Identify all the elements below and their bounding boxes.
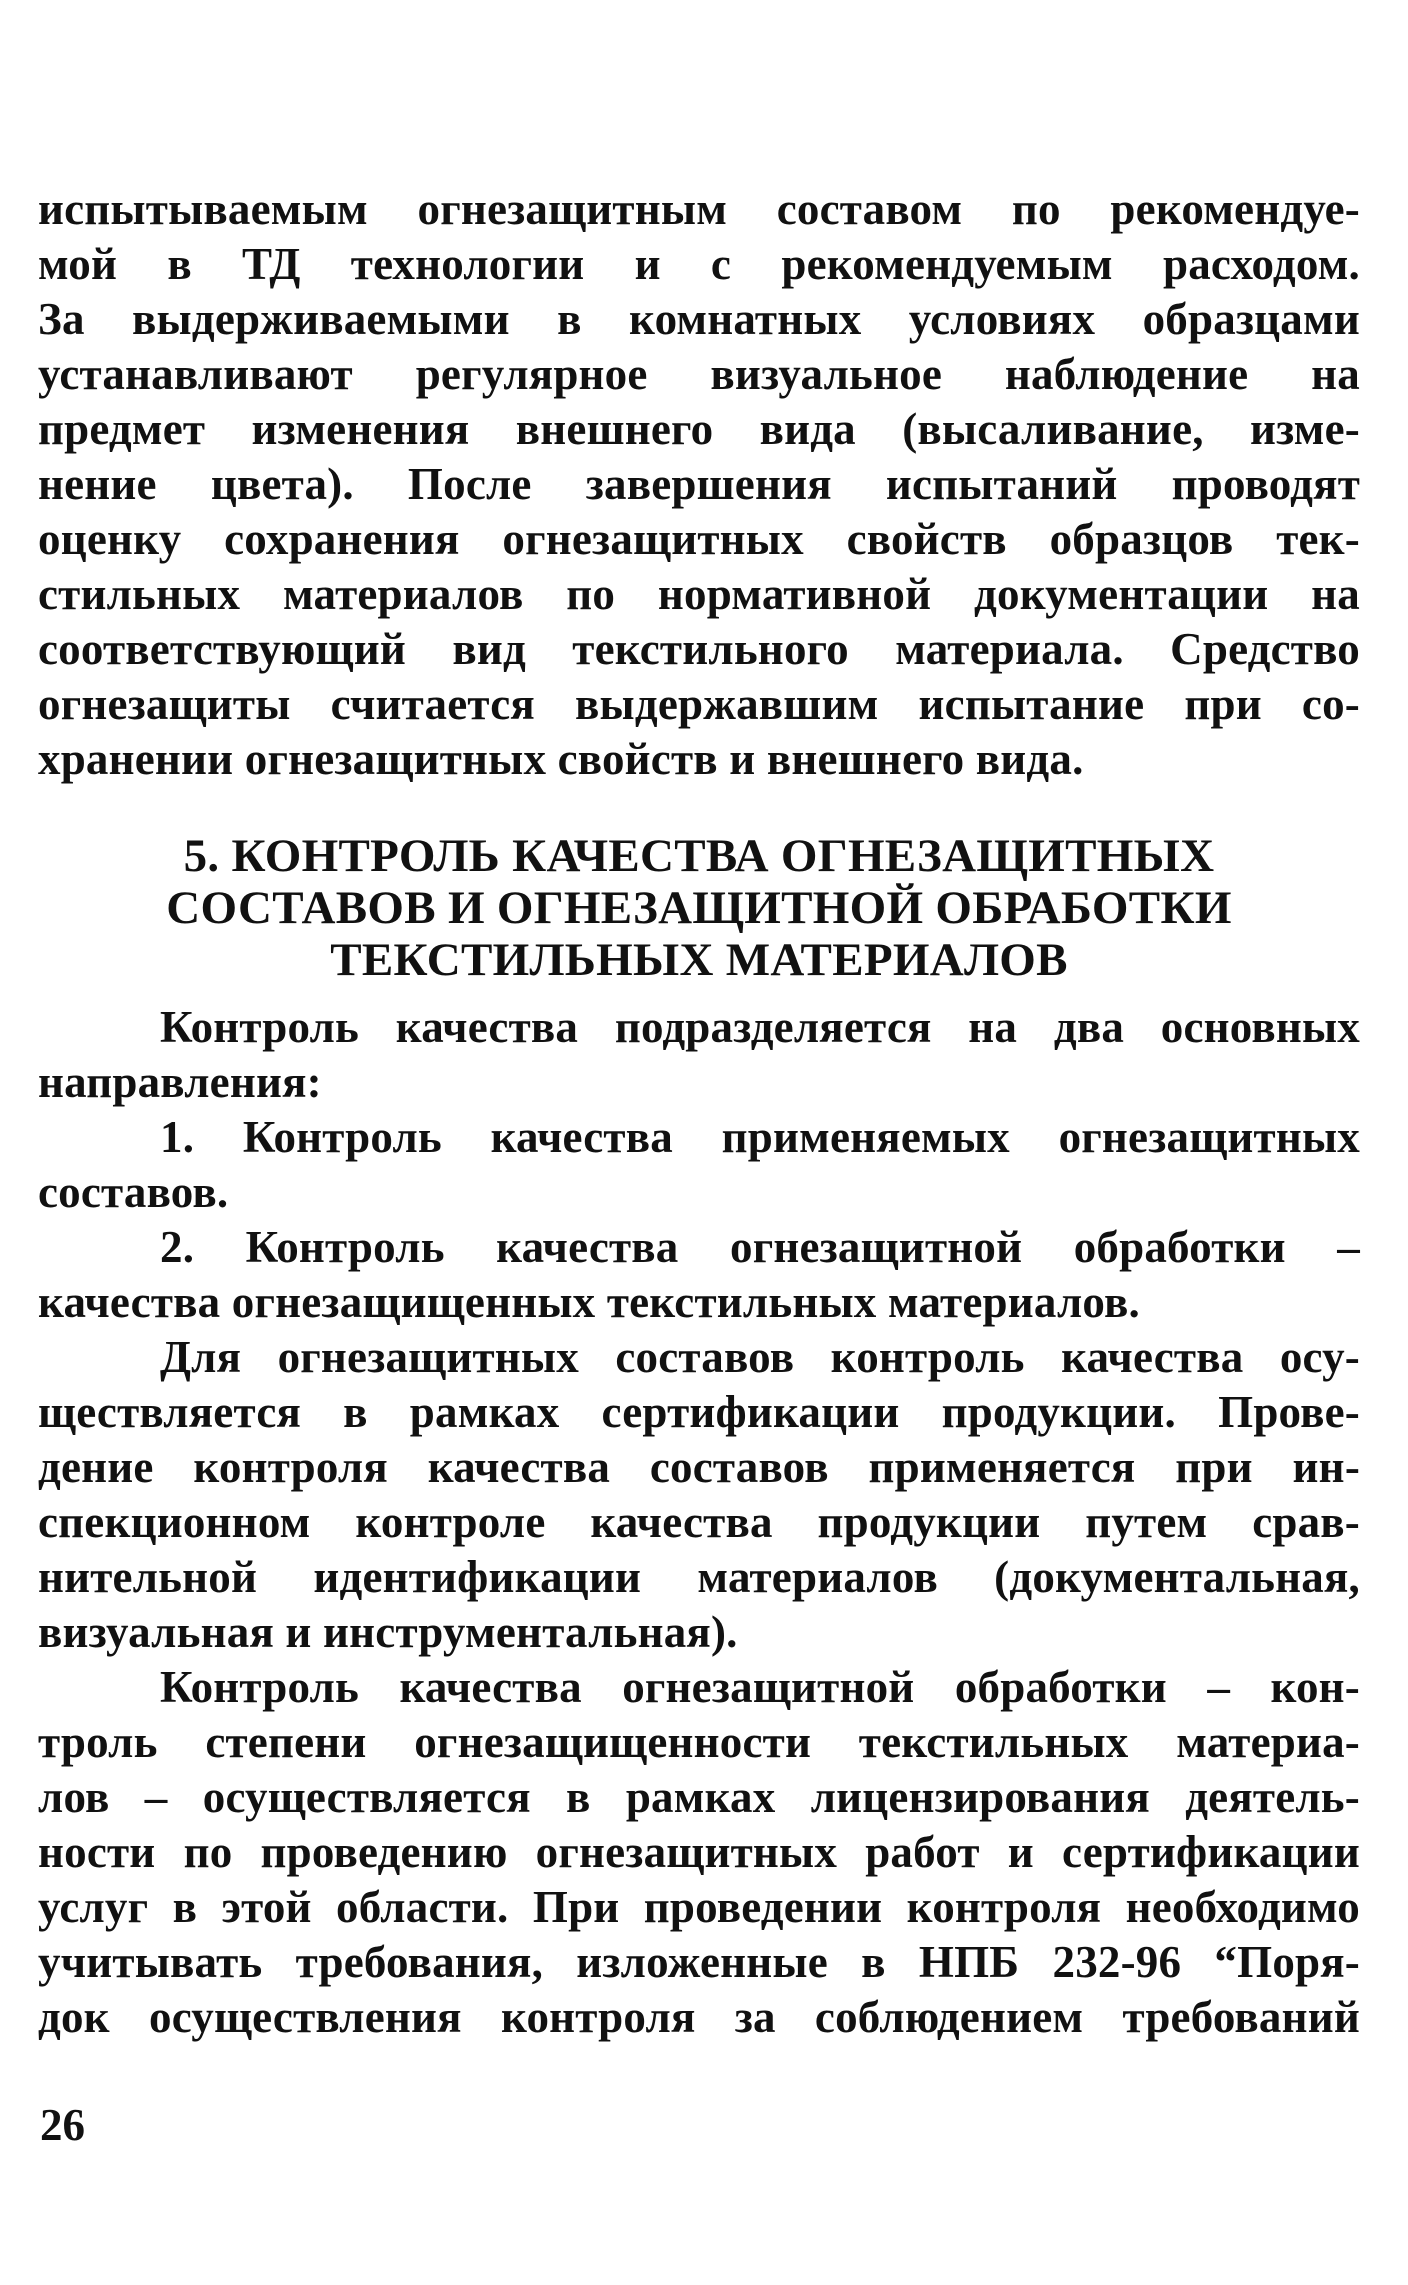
paragraph-4: [38, 1660, 1360, 2045]
text-line: мой в ТД технологии и с рекомендуемым расходом.: [38, 239, 1360, 289]
list-item-1: [38, 1110, 1360, 1220]
text-line: 2. Контроль качества огнезащитной обработки –: [160, 1222, 1360, 1272]
heading-line: 5. КОНТРОЛЬ КАЧЕСТВА ОГНЕЗАЩИТНЫХ: [183, 830, 1215, 882]
text-line: Контроль качества огнезащитной обработки – кон-: [160, 1662, 1360, 1712]
text-line: Для огнезащитных составов контроль качества осу-: [160, 1332, 1360, 1382]
text-line: Контроль качества подразделяется на два основных: [160, 1002, 1360, 1052]
text-line: оценку сохранения огнезащитных свойств образцов тек-: [38, 514, 1360, 564]
text-line: нительной идентификации материалов (документальная,: [38, 1552, 1360, 1602]
paragraph-1: [38, 182, 1360, 787]
text-line: качества огнезащищенных текстильных материалов.: [38, 1277, 1140, 1327]
text-line: испытываемым огнезащитным составом по рекомендуе-: [38, 184, 1360, 234]
text-line: спекционном контроле качества продукции путем срав-: [38, 1497, 1360, 1547]
list-item-2: [38, 1220, 1360, 1330]
text-line: троль степени огнезащищенности текстильных материа-: [38, 1717, 1360, 1767]
text-line: соответствующий вид текстильного материала. Средство: [38, 624, 1360, 674]
text-line: услуг в этой области. При проведении контроля необходимо: [38, 1882, 1360, 1932]
text-line: направления:: [38, 1057, 322, 1107]
text-line: устанавливают регулярное визуальное наблюдение на: [38, 349, 1360, 399]
text-line: предмет изменения внешнего вида (высаливание, изме-: [38, 404, 1360, 454]
text-line: док осуществления контроля за соблюдением требований: [38, 1992, 1360, 2042]
page-number: 26: [40, 2100, 85, 2150]
text-line: учитывать требования, изложенные в НПБ 232-96 “Поря-: [38, 1937, 1360, 1987]
heading-line: СОСТАВОВ И ОГНЕЗАЩИТНОЙ ОБРАБОТКИ: [166, 882, 1232, 934]
paragraph-2: [38, 1000, 1360, 1110]
text-line: 1. Контроль качества применяемых огнезащитных: [160, 1112, 1360, 1162]
text-line: хранении огнезащитных свойств и внешнего вида.: [38, 734, 1084, 784]
paragraph-3: [38, 1330, 1360, 1660]
text-line: огнезащиты считается выдержавшим испытание при со-: [38, 679, 1360, 729]
page-body: [38, 182, 1360, 2045]
text-line: визуальная и инструментальная).: [38, 1607, 738, 1657]
text-line: дение контроля качества составов применяется при ин-: [38, 1442, 1360, 1492]
text-line: стильных материалов по нормативной документации на: [38, 569, 1360, 619]
heading-line: ТЕКСТИЛЬНЫХ МАТЕРИАЛОВ: [330, 934, 1068, 986]
section-heading: [38, 830, 1360, 986]
text-line: ности по проведению огнезащитных работ и сертификации: [38, 1827, 1360, 1877]
text-line: ществляется в рамках сертификации продукции. Прове-: [38, 1387, 1360, 1437]
text-line: составов.: [38, 1167, 229, 1217]
text-line: За выдерживаемыми в комнатных условиях образцами: [38, 294, 1360, 344]
text-line: нение цвета). После завершения испытаний проводят: [38, 459, 1360, 509]
text-line: лов – осуществляется в рамках лицензирования деятель-: [38, 1772, 1360, 1822]
